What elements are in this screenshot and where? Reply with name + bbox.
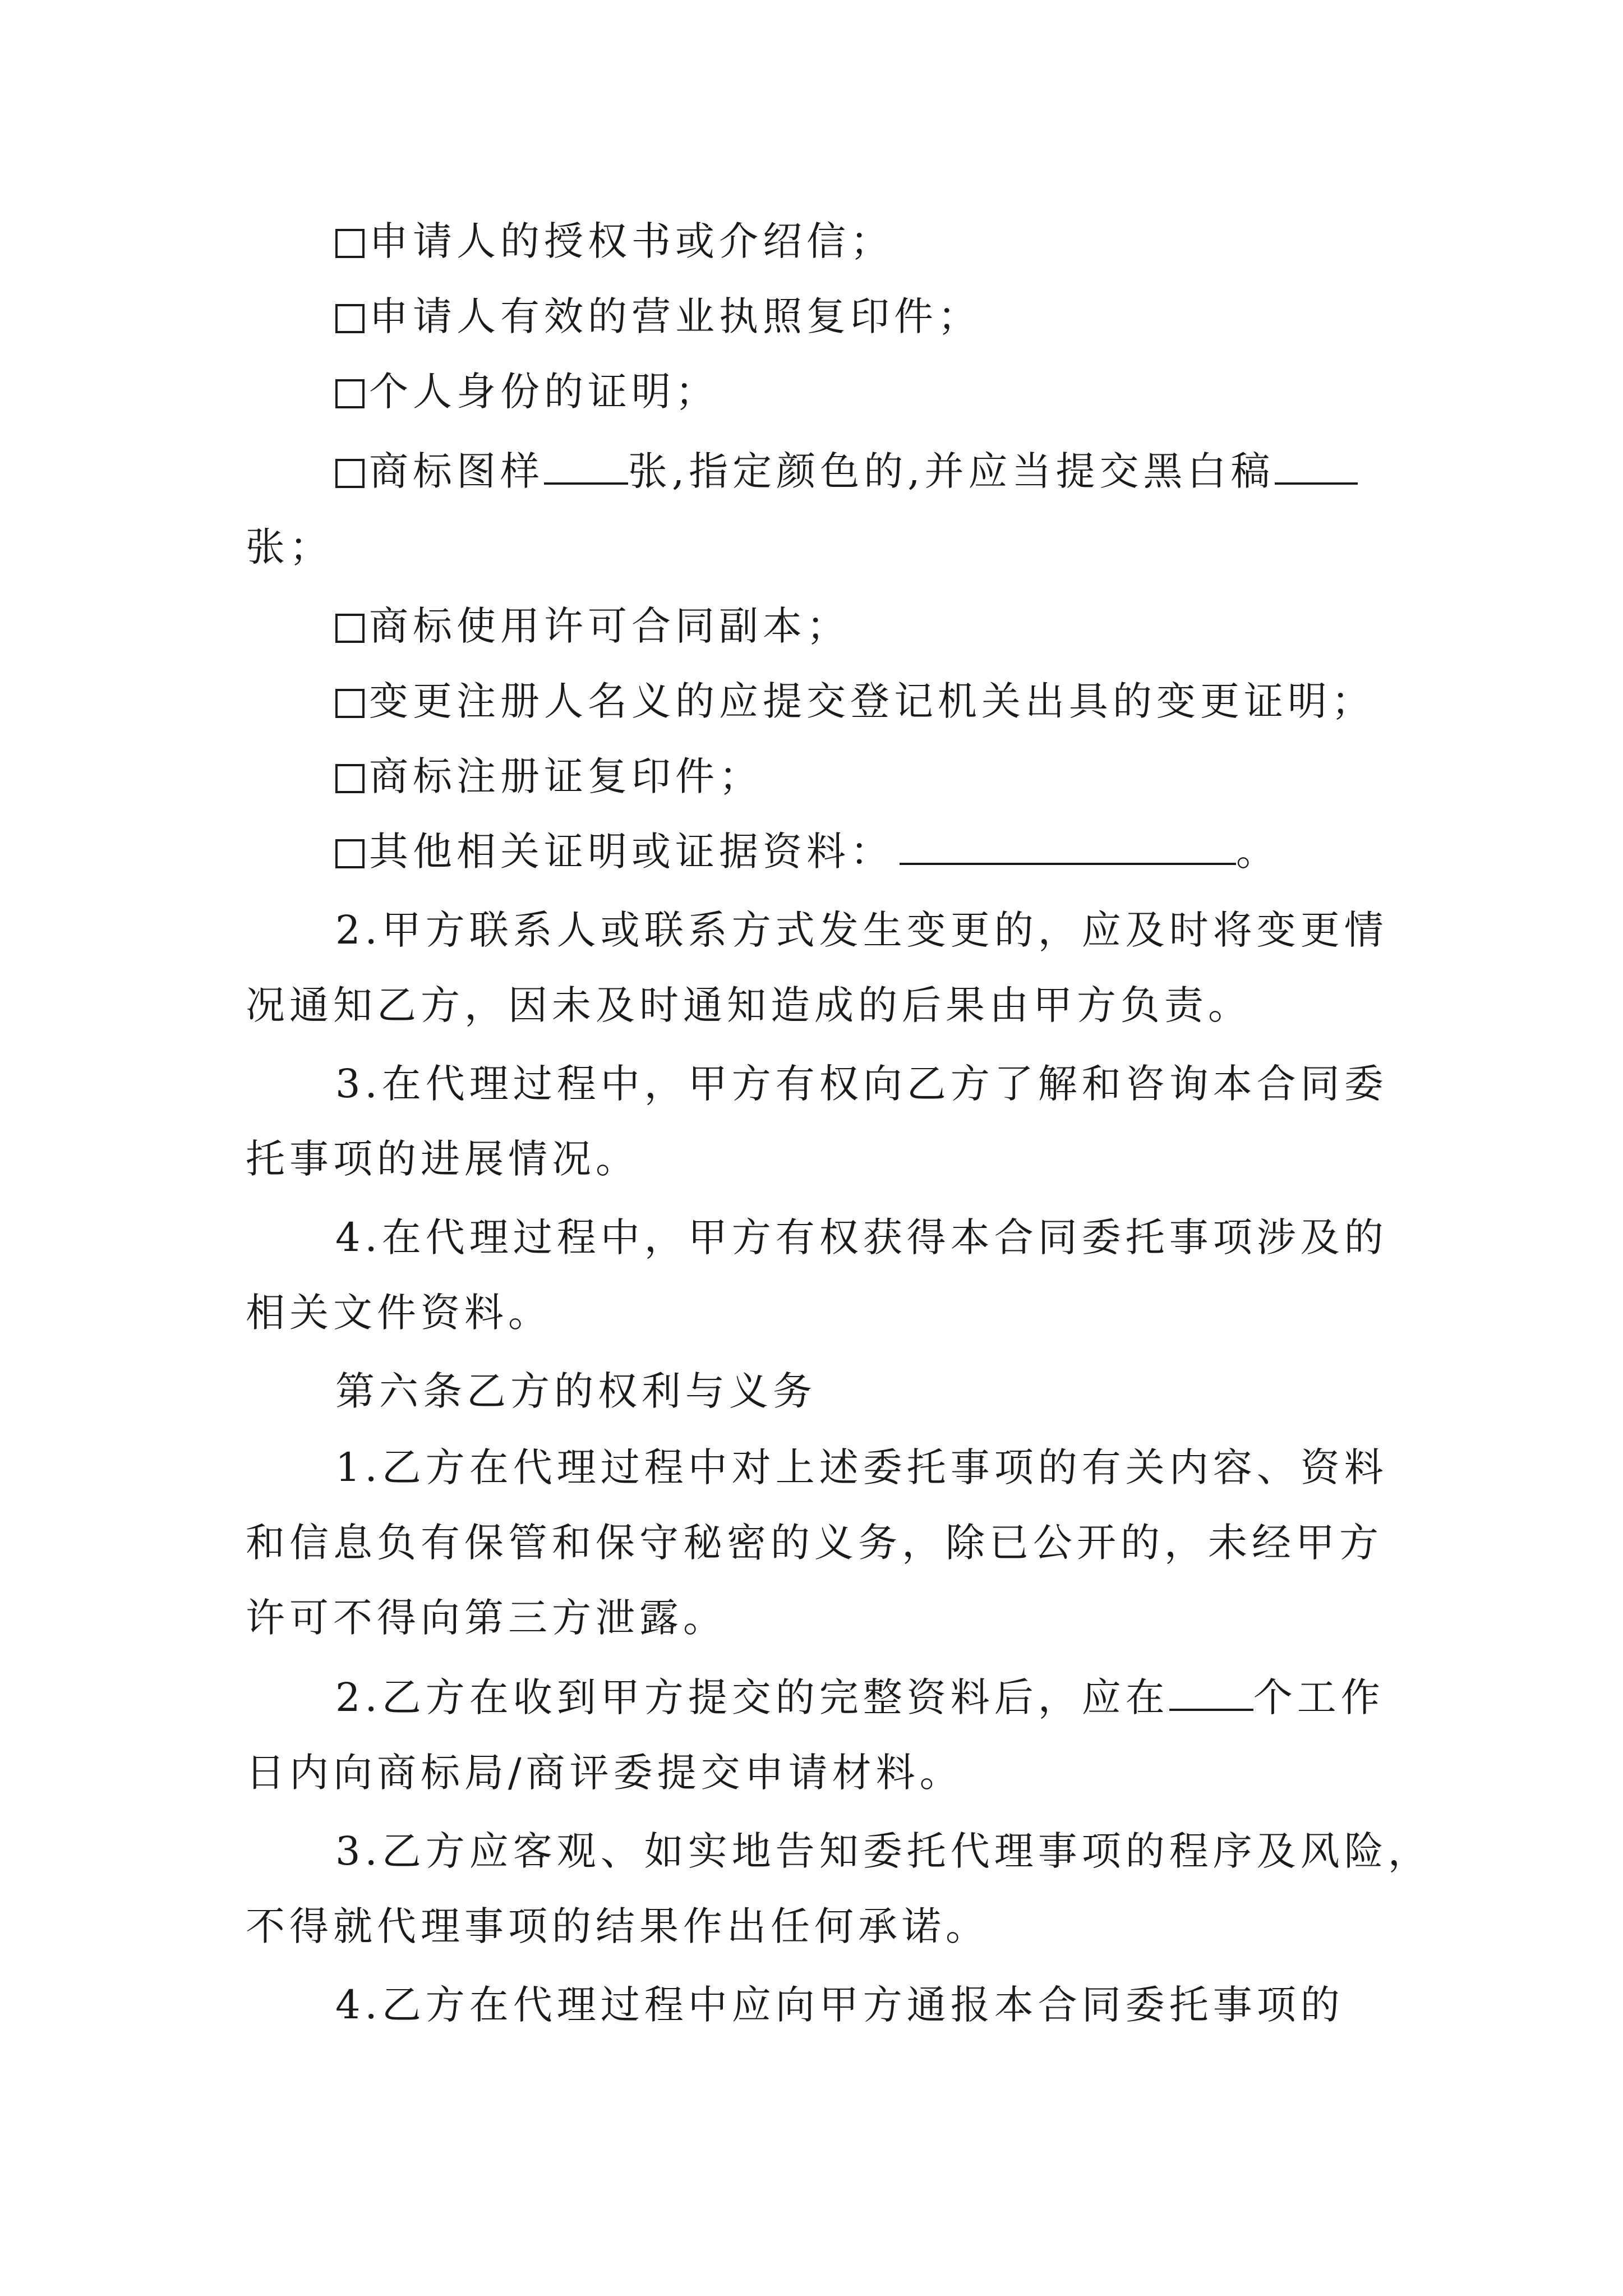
paragraph-text: 不得就代理事项的结果作出任何承诺。 bbox=[246, 1903, 989, 1949]
paragraph-text: 况通知乙方，因未及时通知造成的后果由甲方负责。 bbox=[246, 982, 1252, 1028]
checkbox[interactable] bbox=[335, 839, 365, 868]
paragraph-line bbox=[335, 1823, 1432, 1879]
checklist-item-business-license bbox=[335, 288, 981, 344]
paragraph-line bbox=[246, 1745, 963, 1801]
fill-in-blank[interactable] bbox=[900, 828, 1236, 865]
checklist-item-license-contract bbox=[335, 598, 850, 654]
paragraph-line bbox=[335, 1439, 1388, 1496]
checklist-item-continuation bbox=[246, 519, 333, 575]
checklist-item-identity bbox=[335, 364, 719, 420]
paragraph-text: 和信息负有保管和保守秘密的义务，除已公开的，未经甲方 bbox=[246, 1520, 1383, 1566]
paragraph-text: 3.乙方应客观、如实地告知委托代理事项的程序及风险， bbox=[335, 1828, 1432, 1874]
checkbox[interactable] bbox=[335, 764, 365, 793]
sentence-end: 。 bbox=[1236, 829, 1280, 875]
paragraph-text: 托事项的进展情况。 bbox=[246, 1136, 639, 1182]
paragraph-line bbox=[246, 1898, 989, 1954]
checkbox[interactable] bbox=[335, 689, 365, 718]
paragraph-line bbox=[246, 1131, 639, 1187]
paragraph-line bbox=[335, 902, 1388, 958]
checklist-item-label: 商标使用许可合同副本； bbox=[369, 603, 850, 649]
checklist-item-label: 其他相关证明或证据资料： bbox=[369, 829, 894, 875]
checklist-item-authorization bbox=[335, 213, 894, 269]
paragraph-text: 4.乙方在代理过程中应向甲方通报本合同委托事项的 bbox=[335, 1982, 1344, 2028]
checklist-item-label: 张； bbox=[246, 524, 333, 570]
checklist-item-label: 变更注册人名义的应提交登记机关出具的变更证明； bbox=[369, 678, 1375, 724]
paragraph-line bbox=[246, 1590, 727, 1646]
paragraph-text: 3.在代理过程中，甲方有权向乙方了解和咨询本合同委 bbox=[335, 1061, 1388, 1107]
paragraph-text: 2.乙方在收到甲方提交的完整资料后，应在 bbox=[335, 1674, 1169, 1720]
section-heading-text: 第六条乙方的权利与义务 bbox=[335, 1368, 817, 1414]
section-heading bbox=[335, 1363, 817, 1419]
paragraph-text: 2.甲方联系人或联系方式发生变更的，应及时将变更情 bbox=[335, 907, 1388, 953]
checklist-item-change-certificate bbox=[335, 673, 1375, 729]
paragraph-line bbox=[335, 1669, 1385, 1726]
checkbox[interactable] bbox=[335, 229, 365, 258]
paragraph-line bbox=[246, 1515, 1383, 1571]
checklist-item-label: 商标图样 bbox=[369, 448, 544, 494]
paragraph-text: 4.在代理过程中，甲方有权获得本合同委托事项涉及的 bbox=[335, 1214, 1388, 1260]
checklist-item-label: 张,指定颜色的,并应当提交黑白稿 bbox=[628, 448, 1275, 494]
checklist-item-other-materials bbox=[335, 823, 1280, 880]
checklist-item-trademark-sample bbox=[335, 443, 1358, 499]
fill-in-blank[interactable] bbox=[1275, 448, 1358, 485]
paragraph-text: 1.乙方在代理过程中对上述委托事项的有关内容、资料 bbox=[335, 1444, 1388, 1490]
checkbox[interactable] bbox=[335, 379, 365, 408]
checklist-item-registration-copy bbox=[335, 748, 763, 804]
paragraph-text: 日内向商标局/商评委提交申请材料。 bbox=[246, 1750, 963, 1796]
checkbox[interactable] bbox=[335, 459, 365, 488]
paragraph-text: 许可不得向第三方泄露。 bbox=[246, 1595, 727, 1641]
paragraph-text: 相关文件资料。 bbox=[246, 1290, 552, 1336]
paragraph-line bbox=[246, 1285, 552, 1341]
checklist-item-label: 商标注册证复印件； bbox=[369, 753, 763, 799]
fill-in-blank[interactable] bbox=[544, 448, 628, 485]
fill-in-blank[interactable] bbox=[1169, 1674, 1253, 1711]
paragraph-line bbox=[335, 1209, 1388, 1266]
checkbox[interactable] bbox=[335, 304, 365, 333]
checklist-item-label: 申请人的授权书或介绍信； bbox=[369, 218, 894, 264]
paragraph-text: 个工作 bbox=[1253, 1674, 1385, 1720]
checkbox[interactable] bbox=[335, 614, 365, 643]
checklist-item-label: 申请人有效的营业执照复印件； bbox=[369, 293, 981, 339]
paragraph-line bbox=[246, 977, 1252, 1033]
paragraph-line bbox=[335, 1056, 1388, 1112]
checklist-item-label: 个人身份的证明； bbox=[369, 369, 719, 415]
paragraph-line bbox=[335, 1977, 1344, 2033]
